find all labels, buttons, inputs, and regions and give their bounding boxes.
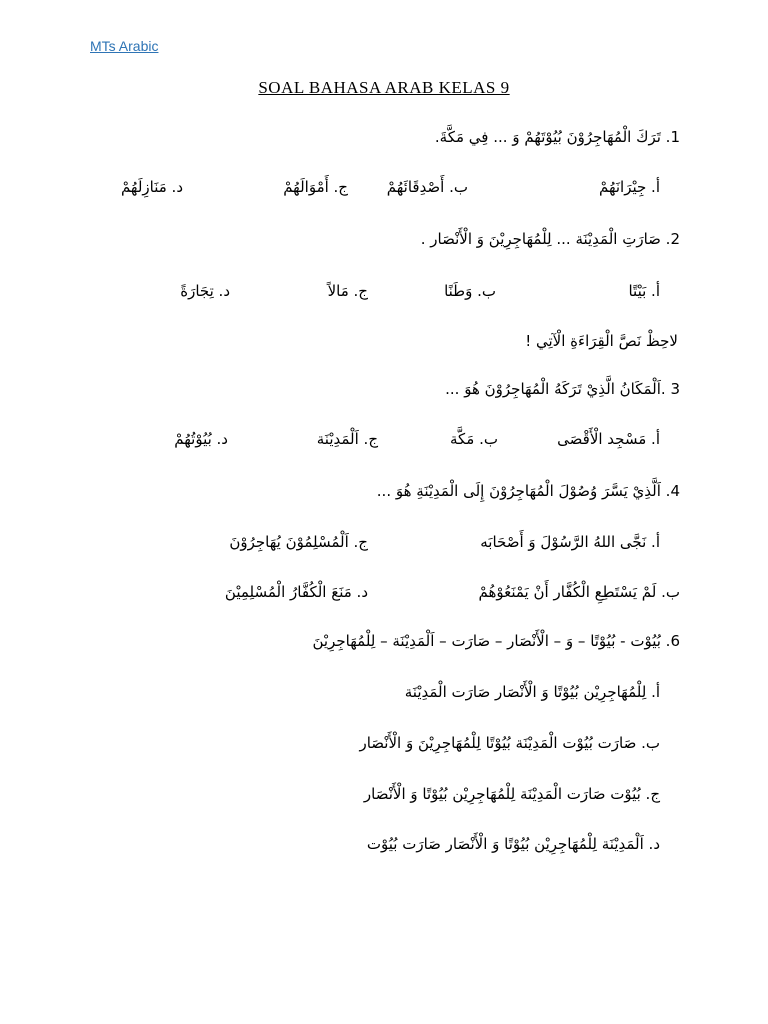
q6-option-b: ب. صَارَت بُيُوْت الْمَدِيْنَة بُيُوْتًا لِلْمُهَاجِرِيْنَ وَ الْأَنْصَار (359, 734, 660, 752)
q2-option-c: ج. مَالاً (327, 282, 368, 300)
q3-option-c: ج. اَلْمَدِيْنَة (316, 430, 378, 448)
question-6: 6. بُيُوْت - بُيُوْتًا – وَ – الْأَنْصَار – صَارَت – اَلْمَدِيْنَة – لِلْمُهَاجِرِيْنَ (312, 632, 680, 650)
q2-option-a: أ. بَيْتًا (628, 282, 660, 300)
q2-option-b: ب. وَطَنًا (444, 282, 496, 300)
q6-option-a: أ. لِلْمُهَاجِرِيْن بُيُوْتًا وَ الْأَنْصَار صَارَت الْمَدِيْنَة (404, 683, 660, 701)
q6-option-c: ج. بُيُوْت صَارَت الْمَدِيْنَة لِلْمُهَاجِرِيْن بُيُوْتًا وَ الْأَنْصَار (363, 785, 660, 803)
q1-option-b: ب. أَصْدِقَائَهُمْ (386, 178, 468, 196)
q6-option-d: د. اَلْمَدِيْنَة لِلْمُهَاجِرِيْن بُيُوْتًا وَ الْأَنْصَار صَارَت بُيُوْت (366, 835, 660, 853)
header-link[interactable]: MTs Arabic (90, 38, 159, 54)
q4-option-d: د. مَنَعَ الْكُفَّارُ الْمُسْلِمِيْنَ (224, 583, 368, 601)
q4-option-a: أ. نَجَّى اللهُ الرَّسُوْلَ وَ أَصْحَابَه (480, 533, 660, 551)
question-2: 2. صَارَتِ الْمَدِيْنَة ... لِلْمُهَاجِرِيْنَ وَ الْأَنْصَار . (420, 230, 680, 248)
q3-option-a: أ. مَسْجِد الْأَقْصَى (557, 430, 660, 448)
question-4: 4. اَلَّذِيْ يَسَّرَ وُصُوْلَ الْمُهَاجِرُوْنَ إِلَى الْمَدِيْنَةِ هُوَ ... (376, 482, 680, 500)
q1-option-d: د. مَنَازِلَهُمْ (120, 178, 183, 196)
q3-option-b: ب. مَكَّة (449, 430, 498, 448)
question-3: 3 .اَلْمَكَانُ الَّذِيْ تَرَكَهُ الْمُهَاجِرُوْنَ هُوَ ... (445, 380, 680, 398)
q4-option-b: ب. لَمْ يَسْتَطِعِ الْكُفَّار أَنْ يَمْنَعُوْهُمْ (478, 583, 680, 601)
page-title: SOAL BAHASA ARAB KELAS 9 (258, 78, 510, 97)
q1-option-a: أ. جِيْرَانَهُمْ (598, 178, 660, 196)
instruction-text: لاحِظْ نَصَّ الْقِرَاءَةِ الْآتِي ! (525, 332, 678, 350)
q4-option-c: ج. اَلْمُسْلِمُوْنَ يُهَاجِرُوْنَ (229, 533, 368, 551)
q2-option-d: د. تِجَارَةً (180, 282, 230, 300)
q3-option-d: د. بُيُوْتُهُمْ (174, 430, 228, 448)
q1-option-c: ج. أَمْوَالَهُمْ (283, 178, 348, 196)
question-1: 1. تَرَكَ الْمُهَاجِرُوْنَ بُيُوْتَهُمْ وَ ... فِي مَكَّةَ. (434, 128, 680, 146)
